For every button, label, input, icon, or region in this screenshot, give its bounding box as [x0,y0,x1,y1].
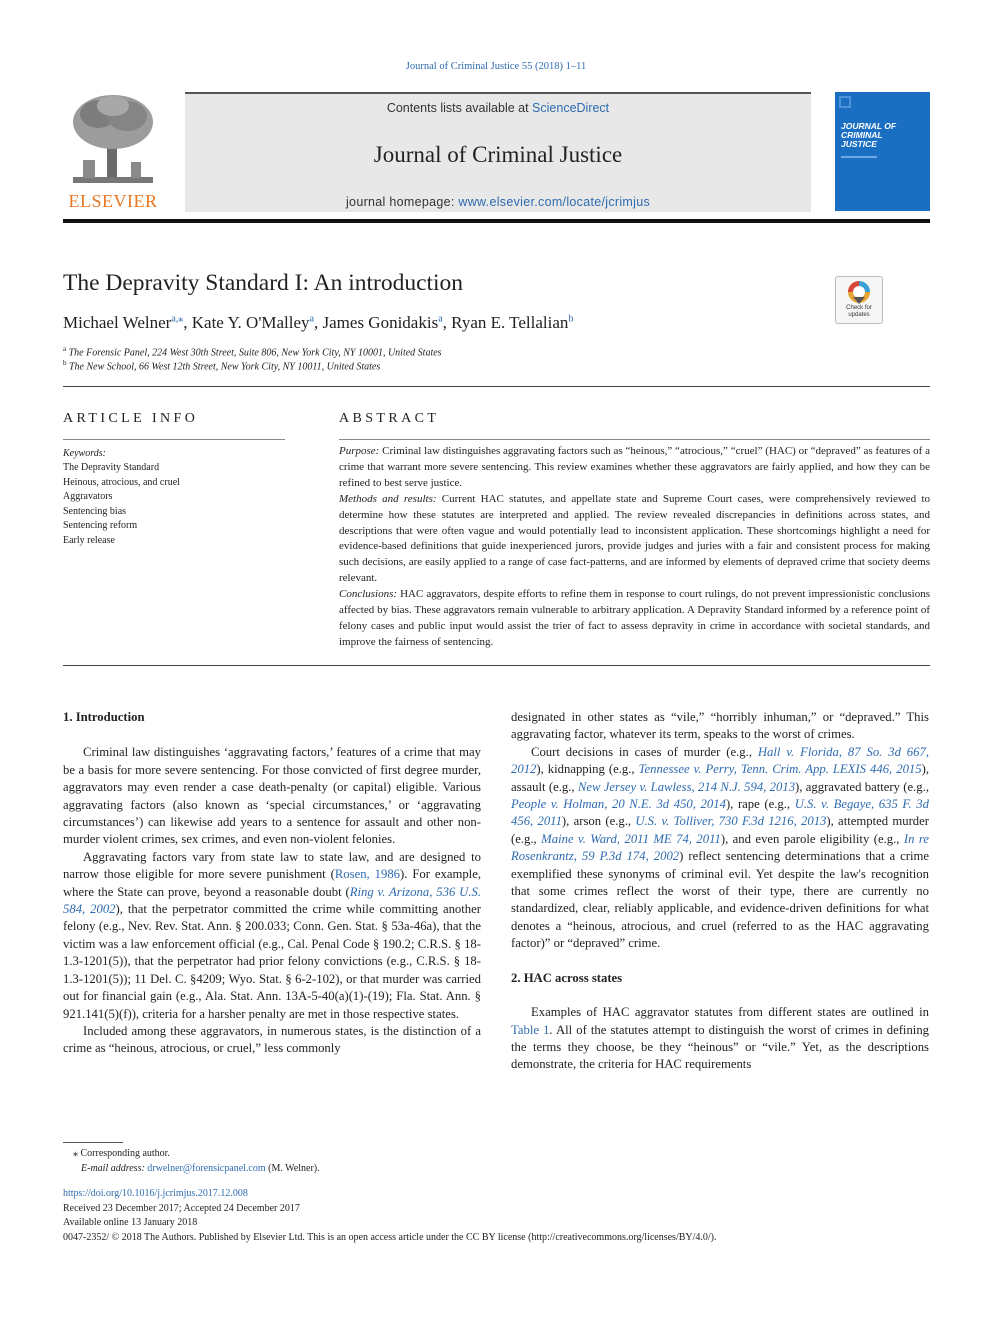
table-link[interactable]: Table 1 [511,1022,550,1037]
license-line: 0047-2352/ © 2018 The Authors. Published by Elsevier Ltd. This is an open access article under the CC BY license (http://creativecommons.org/licenses/BY/4.0/). [63,1231,717,1243]
citation-link[interactable]: New Jersey v. Lawless, 214 N.J. 594, 2013 [577,779,796,794]
paragraph-text: ) reflect sentencing determinations that a crime exemplified these synonyms of criminal evil. Yet despite the law's recognition that some crimes reflect the worst of their type, there are currently no standardized, clear, reliably applicable, and evidence-driven definitions for what denotes a “heinous, atrocious, and cruel (referred to as the HAC aggravating factor)” or “depraved” crime. [511,849,929,951]
homepage-line [185,195,811,209]
elsevier-tree-icon [63,92,163,190]
article-title: The Depravity Standard I: An introduction [63,270,464,296]
journal-masthead [63,92,930,212]
body-paragraph: designated in other states as “vile,” “horribly inhuman,” or “depraved.” This aggravating factor, whatever its term, speaks to the worst of crimes. [511,710,929,742]
keyword-item: The Depravity Standard [63,462,160,473]
abstract-purpose-text: Criminal law distinguishes aggravating factors such as “heinous,” “atrocious,” “cruel” (HAC) or “depraved” as features of a crime that warrant more severe sentencing. This review examines whether these aggravators are fairly applied, and how they can be refined to best serve justice. [339,445,930,489]
author-name[interactable]: Ryan E. Tellalian [451,313,569,332]
abstract-body [339,444,930,651]
section-divider [63,386,930,387]
author-affiliation-mark[interactable]: b [568,313,574,325]
corresponding-author-note: ⁎ Corresponding author. [73,1148,170,1159]
cover-art-icon [835,92,930,211]
section-heading: 1. Introduction [63,710,145,724]
paragraph-text: ), kidnapping (e.g., [536,762,639,777]
paragraph-text: . All of the statutes attempt to distinguish the worst of crimes in defining the terms they choose, be they “heinous” or “vile.” Yet, as the descriptions demonstrate, the criteria for HAC requirements [511,1022,930,1072]
author-list: Michael Welner$^{a,⁎}$, Kate Y. O'Malley$^a$, James Gonidakis$^a$, Ryan E. Tellalian$^b$ [63,313,574,332]
contents-line [185,101,811,115]
journal-citation[interactable]: Journal of Criminal Justice 55 (2018) 1–11 [405,61,587,72]
paragraph-text: ), attempted murder (e.g., [511,814,929,846]
abstract-heading: ABSTRACT [339,411,440,426]
email-note [63,1161,320,1176]
author-affiliation-mark[interactable]: a [438,313,443,325]
abstract-conclusions-text: HAC aggravators, despite efforts to refine them in response to court rulings, do not prevent impressionistic conclusions affected by bias. These aggravators remain vulnerable to arbitrary application. A Depravity Standard informed by a reference point of felony cases and public input would assist the trier of fact to assess depravity in crime in accordance with societal standards, and improve the fairness of sentencing. [339,588,931,648]
paragraph-text: ), that the perpetrator committed the crime while committing another felony (e.g., Nev. Rev. Stat. Ann. § 200.033; Conn. Gen. Stat. § 53a-46a), that the victim was a law enforcement official (e.g., Cal. Penal Code § 190.2; C.R.S. § 18-1.3-1201(5)), that the perpetrator had prior felony convictions (e.g., C.R.S. § 18-1.3-1201(5)); 11 Del. C. §4209; Wyo. Stat. § 6-2-102), or that murder was carried out for financial gain (e.g., Ala. Stat. Ann. 13A-5-40(a)(1)-(19); Fla. Stat. Ann. § 921.141(5)(f)), criteria for a harsher penalty are met in those respective states. [63,902,482,1021]
email-suffix: (M. Welner). [265,1163,320,1174]
email-label: E-mail address: [81,1163,145,1174]
check-updates-label: Check for updates [846,305,872,318]
affiliation-a [63,345,442,358]
author-name[interactable]: James Gonidakis [322,313,439,332]
paragraph-text: Aggravating factors vary from state law to state law, and are designed to narrow those eligible for more severe punishment ( [63,849,481,882]
keyword-item: Heinous, atrocious, and cruel [63,476,180,488]
paragraph-text: ), arson (e.g., [561,814,636,829]
citation-link[interactable]: Hall v. Florida, 87 So. 3d 667, 2012 [511,744,930,777]
check-updates-icon [836,277,882,307]
abstract-conclusions-label: Conclusions: [339,588,398,601]
elsevier-logo[interactable] [63,92,183,212]
author-name[interactable]: Kate Y. O'Malley [191,313,310,332]
section-heading: 2. HAC across states [511,970,623,985]
abstract-methods [339,492,930,587]
abstract-methods-text: Current HAC statutes, and appellate state and Supreme Court cases, were comprehensively reviewed to determine how these statutes are interpreted and applied. The review revealed discrepancies in definitions across states, and descriptions that were often vague and would potentially lead to inconsistent application. These shortcomings highlight a need for evidence-based definitions that guide inexperienced jurors, provide judges and juries with a fair and consistent process for making such decisions, are easily applied to a range of case fact-patterns, and are informed by elements of depraved crime that society deems relevant. [339,492,930,585]
doi-link[interactable]: https://doi.org/10.1016/j.jcrimjus.2017.12.008 [63,1188,248,1199]
available-online: Available online 13 January 2018 [63,1217,198,1229]
paragraph-text: ), assault (e.g., [511,762,930,794]
citation-link[interactable]: People v. Holman, 20 N.E. 3d 450, 2014 [511,797,726,812]
citation-link[interactable]: U.S. v. Tolliver, 730 F.3d 1216, 2013 [635,814,827,829]
paragraph-text: ), and even parole eligibility (e.g., [720,831,904,846]
citation-link[interactable]: U.S. v. Begaye, 635 F. 3d 456, 2011 [511,797,929,829]
abstract-divider [63,665,930,666]
citation-link[interactable]: Tennessee v. Perry, Tenn. Crim. App. LEXIS 446, 2015 [638,762,922,777]
journal-title: Journal of Criminal Justice [373,142,623,167]
citation-link[interactable]: Rosen, 1986 [334,867,401,882]
keyword-item: Sentencing bias [63,505,127,517]
footnote-rule [63,1142,123,1143]
article-info-heading: ARTICLE INFO [63,411,199,426]
body-paragraph [511,744,929,953]
keyword-item: Aggravators [63,491,113,502]
citation-link[interactable]: Ring v. Arizona, 536 U.S. 584, 2002 [63,884,482,917]
author-name[interactable]: Michael Welner [63,313,172,332]
affiliation-text: The Forensic Panel, 224 West 30th Street, Suite 806, New York City, NY 10001, United States [68,347,442,359]
received-dates: Received 23 December 2017; Accepted 24 December 2017 [63,1202,300,1214]
journal-cover-thumbnail[interactable] [835,92,930,211]
citation-link[interactable]: In re Rosenkrantz, 59 P.3d 174, 2002 [511,831,930,864]
citation-link[interactable]: Maine v. Ward, 2011 ME 74, 2011 [541,831,721,846]
cover-title: JOURNAL OF CRIMINAL JUSTICE [841,121,897,149]
article-info-rule [63,439,285,440]
abstract-purpose [339,444,930,492]
affiliation-text: The New School, 66 West 12th Street, New York City, NY 10011, United States [69,361,381,373]
keywords-list [63,461,180,548]
paragraph-text: Court decisions in cases of murder (e.g., [531,744,758,759]
masthead-banner [185,92,811,212]
abstract-conclusions [339,587,930,651]
author-affiliation-mark[interactable]: a [309,313,315,325]
body-column-right [511,709,929,1074]
publication-info [63,1187,717,1245]
footnotes [63,1146,320,1176]
keywords-label: Keywords: [63,448,106,459]
affiliation-mark: a [63,345,67,353]
homepage-link[interactable]: www.elsevier.com/locate/jcrimjus [458,195,651,209]
paragraph-text: ), rape (e.g., [725,797,795,812]
elsevier-wordmark: ELSEVIER [68,191,158,211]
sciencedirect-link[interactable]: ScienceDirect [532,101,610,115]
body-paragraph [63,849,481,1023]
contents-prefix: Contents lists available at [386,101,533,115]
body-paragraph [511,1004,929,1074]
paragraph-text: ), aggravated battery (e.g., [795,779,929,794]
keyword-item: Sentencing reform [63,520,138,531]
affiliation-mark: b [63,359,67,367]
abstract-methods-label: Methods and results: [339,492,437,505]
email-link[interactable]: drwelner@forensicpanel.com [147,1163,266,1174]
homepage-prefix: journal homepage: [345,195,459,209]
body-paragraph: Criminal law distinguishes ‘aggravating factors,’ features of a crime that may be a basis for more severe sentencing. For those convicted of first degree murder, aggravators may even render a case death-penalty (or capital) eligible. Various aggravating factors (also known as ‘special circumstances,’ or ‘aggravating circumstances’) can likewise add years to a sentence for assault and other non-murder violent crimes, sex crimes, and even non-violent felonies. [63,745,481,847]
body-column-left [63,709,481,1058]
paragraph-text: ). For example, where the State can prove, beyond a reasonable doubt ( [63,867,482,899]
body-paragraph: Included among these aggravators, in numerous states, is the distinction of a crime as “heinous, atrocious, or cruel,” less commonly [63,1023,481,1056]
paragraph-text: Examples of HAC aggravator statutes from different states are outlined in [531,1005,929,1020]
check-for-updates-button[interactable] [835,276,883,324]
masthead-rule [63,219,930,223]
abstract-rule [339,439,930,440]
abstract-purpose-label: Purpose: [339,445,380,457]
author-affiliation-mark[interactable]: a,⁎ [171,313,184,325]
keyword-item: Early release [63,534,115,546]
affiliation-b [63,359,380,372]
